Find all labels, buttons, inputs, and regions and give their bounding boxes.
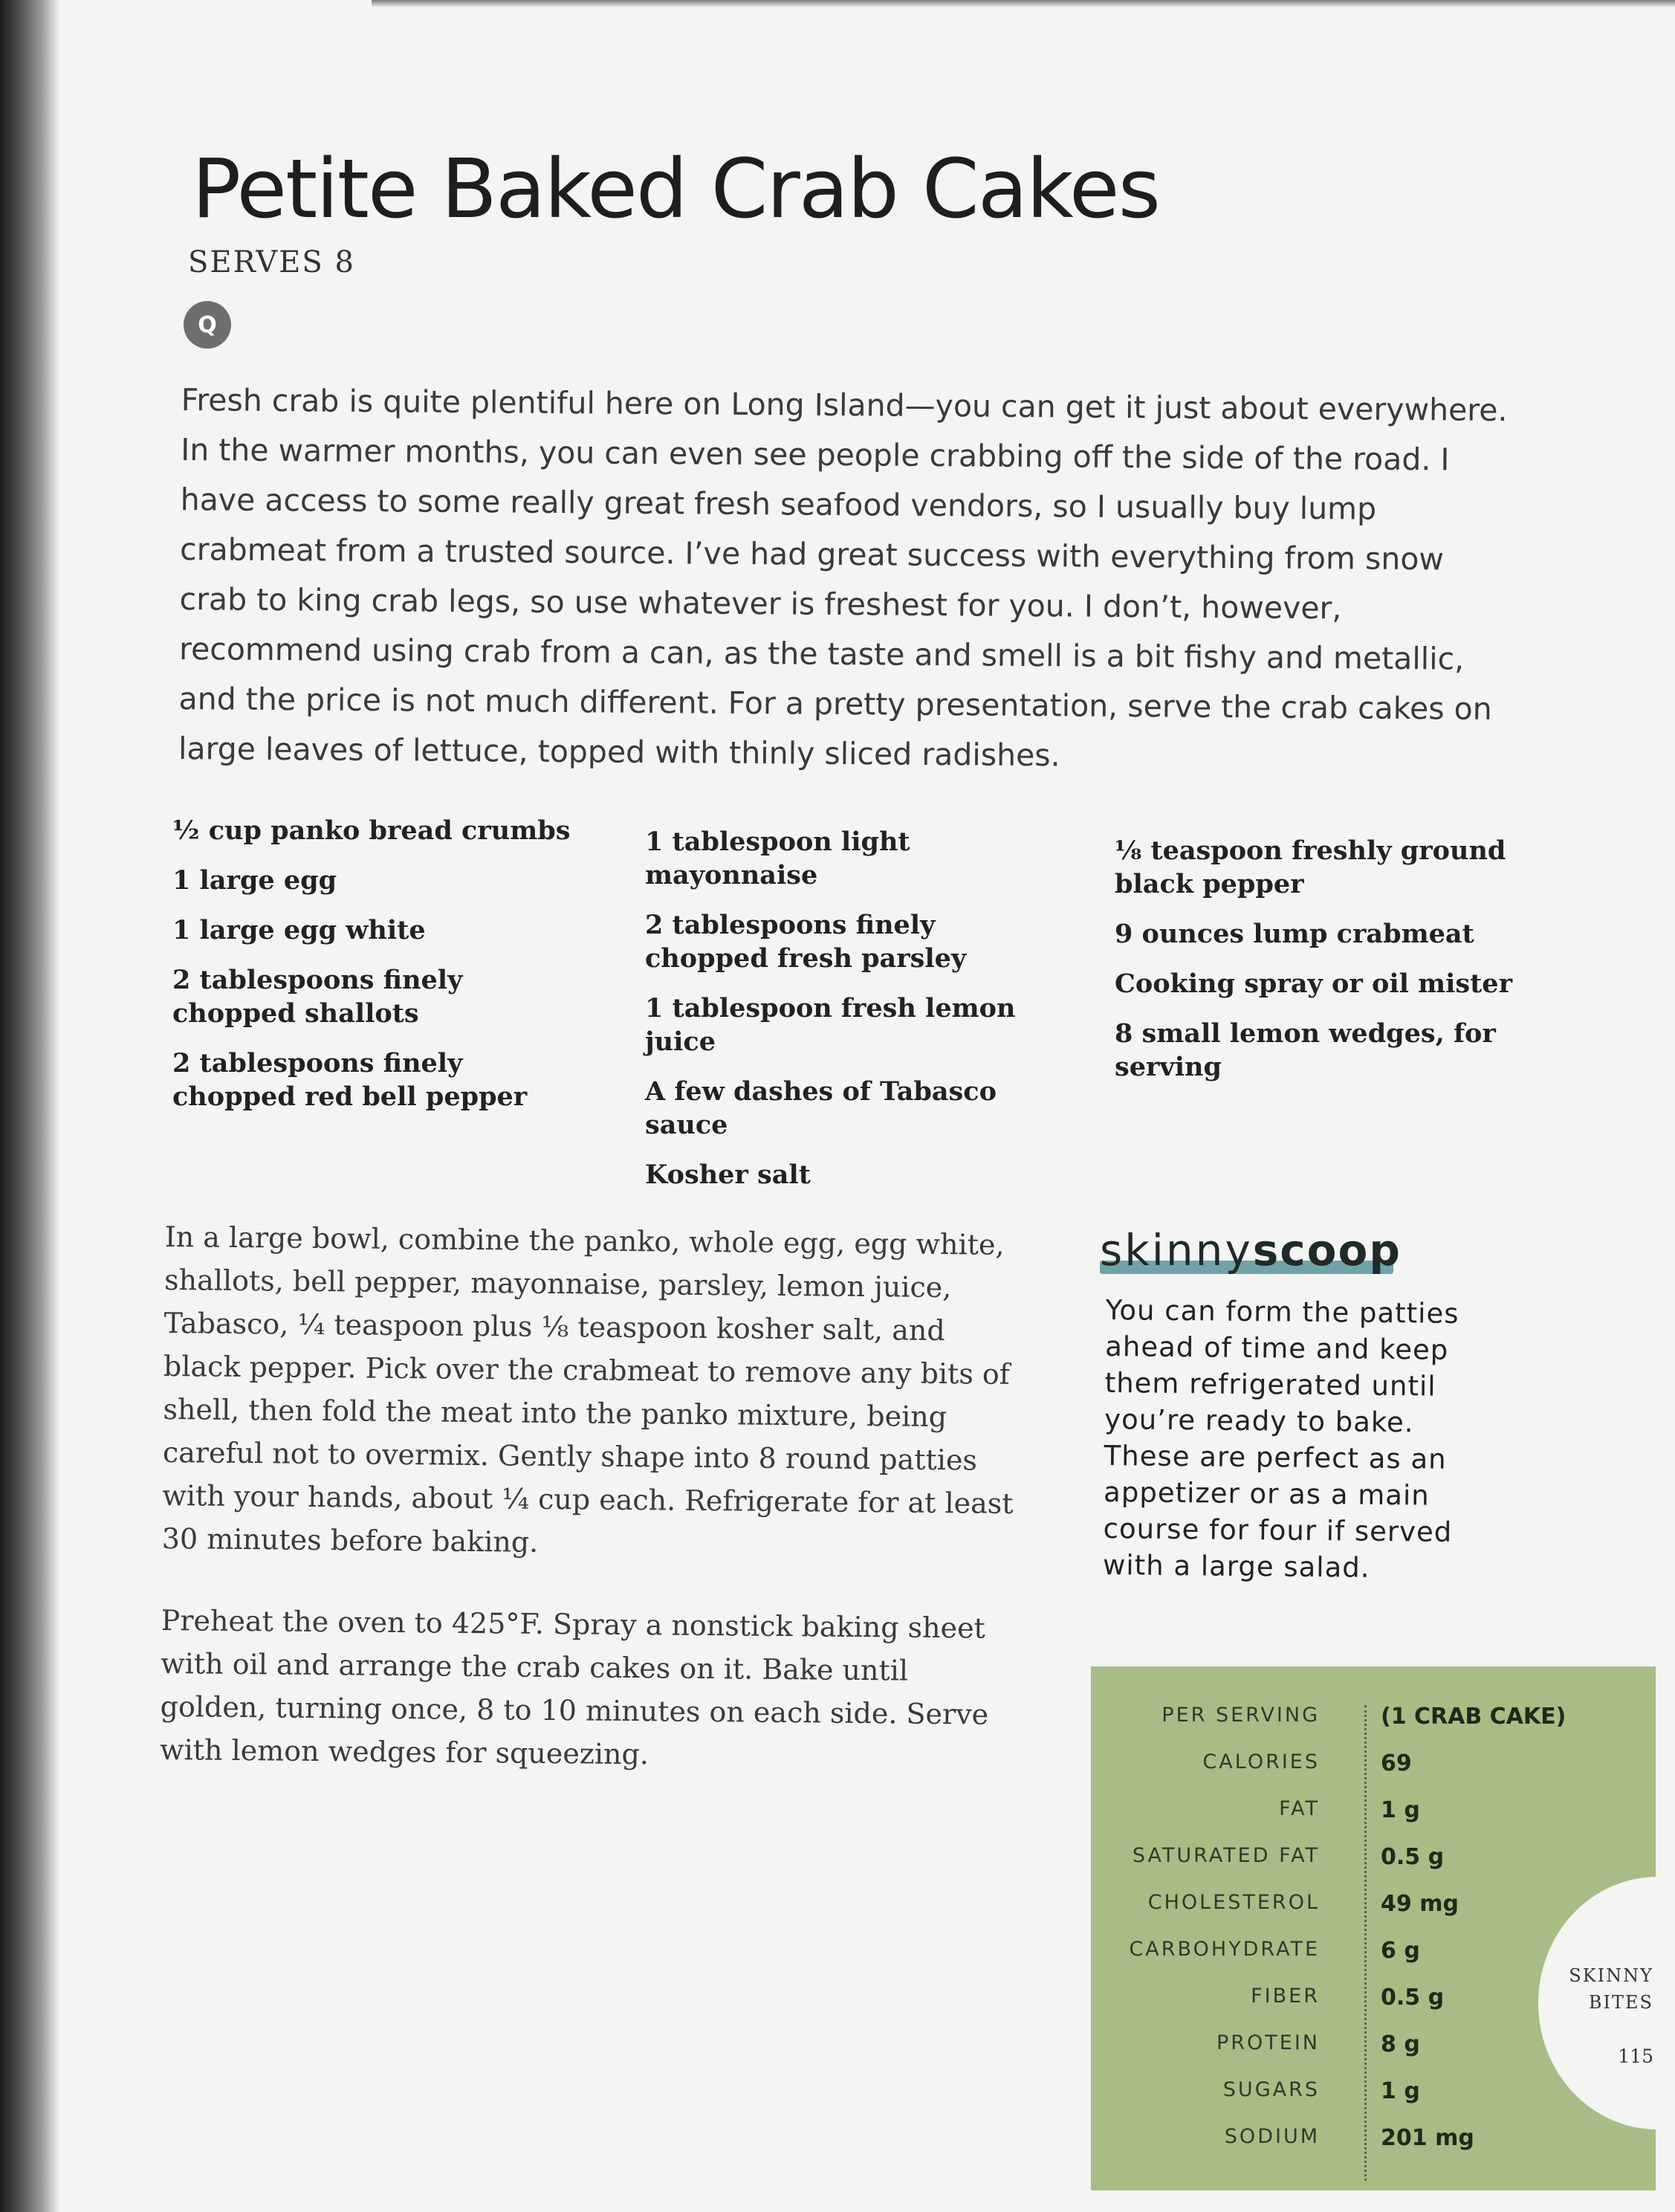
- nutrition-value: 0.5 g: [1381, 1844, 1445, 1870]
- nutrition-value: 8 g: [1381, 2031, 1420, 2057]
- nutrition-value: 6 g: [1381, 1938, 1420, 1964]
- ingredient-item: 1 large egg: [172, 865, 337, 896]
- recipe-intro: Fresh crab is quite plentiful here on Long Island—you can get it just about everywhere. In the warmer months, you can even see people crabbing off the side of the road. I have access to some really great fresh seafood vendors, so I usually buy lump crabmeat from a trusted source. I’ve had great success with everything from snow crab to king crab legs, so use whatever is freshest for you. I don’t, however, recommend using crab from a can, as the taste and smell is a bit fishy and metallic, and the price is not much different. For a pretty presentation, serve the crab cakes on large leaves of lettuce, topped with thinly sliced radishes.: [178, 381, 1508, 774]
- nutrition-label: FAT: [1279, 1797, 1320, 1820]
- nutrition-value: 69: [1381, 1750, 1412, 1776]
- ingredient-item: Kosher salt: [645, 1160, 811, 1190]
- skinny-scoop-heading-light: skinny: [1100, 1225, 1253, 1275]
- nutrition-row: [1091, 1844, 1656, 1890]
- ingredient-item: 1 large egg white: [172, 915, 426, 945]
- ingredient-item: A few dashes of Tabasco sauce: [645, 1076, 997, 1140]
- ingredient-item: 1 tablespoon light mayonnaise: [645, 827, 910, 890]
- step-paragraph: In a large bowl, combine the panko, whole egg, egg white, shallots, bell pepper, mayonnaise, parsley, lemon juice, Tabasco, ¼ teaspoon plus ⅛ teaspoon kosher salt, and black pepper. Pick over the crabmeat to remove any bits of shell, then fold the meat into the panko mixture, being careful not to overmix. Gently shape into 8 round patties with your hands, about ¼ cup each. Refrigerate for at least 30 minutes before baking.: [161, 1220, 1014, 1559]
- folio-section-line: BITES: [1588, 1992, 1653, 2013]
- nutrition-value: 201 mg: [1381, 2125, 1474, 2151]
- ingredients-column-3: [1115, 834, 1531, 1100]
- page-top-edge: [372, 0, 1675, 7]
- ingredients-column-1: [172, 814, 589, 1130]
- skinny-scoop-heading-bold: scoop: [1252, 1225, 1402, 1275]
- nutrition-label: SATURATED FAT: [1132, 1844, 1320, 1867]
- skinny-scoop-heading: [1100, 1225, 1402, 1281]
- recipe-steps: [159, 1215, 1027, 1818]
- nutrition-label: SUGARS: [1222, 2078, 1320, 2101]
- skinny-scoop-text: You can form the patties ahead of time and keep them refrigerated until you’re ready to bake. These are perfect as an appetizer or as a main course for four if served with a large salad.: [1102, 1293, 1459, 1584]
- ingredient-item: 1 tablespoon fresh lemon juice: [645, 993, 1016, 1057]
- ingredient-item: 8 small lemon wedges, for serving: [1115, 1018, 1496, 1082]
- nutrition-label: PER SERVING: [1162, 1704, 1320, 1727]
- ingredient-item: ½ cup panko bread crumbs: [172, 815, 571, 846]
- nutrition-value: (1 CRAB CAKE): [1381, 1704, 1567, 1730]
- ingredient-item: 2 tablespoons finely chopped fresh parsley: [645, 910, 967, 974]
- nutrition-value: 0.5 g: [1381, 1985, 1445, 2011]
- nutrition-row: [1091, 1704, 1656, 1750]
- folio-section-name: [1564, 1962, 1653, 2016]
- folio-section-line: SKINNY: [1569, 1965, 1653, 1986]
- nutrition-row: [1091, 2125, 1656, 2171]
- serves-count: SERVES 8: [188, 245, 355, 279]
- ingredient-item: ⅛ teaspoon freshly ground black pepper: [1115, 835, 1506, 899]
- ingredient-item: Cooking spray or oil mister: [1115, 968, 1513, 999]
- nutrition-value: 1 g: [1381, 1797, 1420, 1823]
- book-spine-shadow: [0, 0, 59, 2212]
- nutrition-label: SODIUM: [1224, 2125, 1320, 2148]
- nutrition-label: CARBOHYDRATE: [1129, 1938, 1320, 1961]
- ingredients-column-2: [645, 825, 1061, 1208]
- nutrition-label: PROTEIN: [1216, 2031, 1320, 2054]
- nutrition-value: 49 mg: [1381, 1891, 1459, 1917]
- nutrition-value: 1 g: [1381, 2078, 1420, 2104]
- ingredient-item: 9 ounces lump crabmeat: [1115, 919, 1474, 949]
- quick-recipe-badge-icon: Q: [184, 301, 231, 349]
- nutrition-row: [1091, 1750, 1656, 1797]
- recipe-title: Petite Baked Crab Cakes: [192, 141, 1159, 236]
- ingredient-item: 2 tablespoons finely chopped red bell pepper: [172, 1048, 528, 1112]
- nutrition-label: CHOLESTEROL: [1147, 1891, 1320, 1914]
- nutrition-row: [1091, 1797, 1656, 1843]
- nutrition-label: CALORIES: [1202, 1750, 1320, 1773]
- page-number: 115: [1618, 2046, 1653, 2067]
- ingredient-item: 2 tablespoons finely chopped shallots: [172, 965, 463, 1029]
- nutrition-label: FIBER: [1251, 1985, 1320, 2008]
- step-paragraph: Preheat the oven to 425°F. Spray a nonstick baking sheet with oil and arrange the crab cakes on it. Bake until golden, turning once, 8 to 10 minutes on each side. Serve with lemon wedges for squeezing.: [159, 1603, 989, 1771]
